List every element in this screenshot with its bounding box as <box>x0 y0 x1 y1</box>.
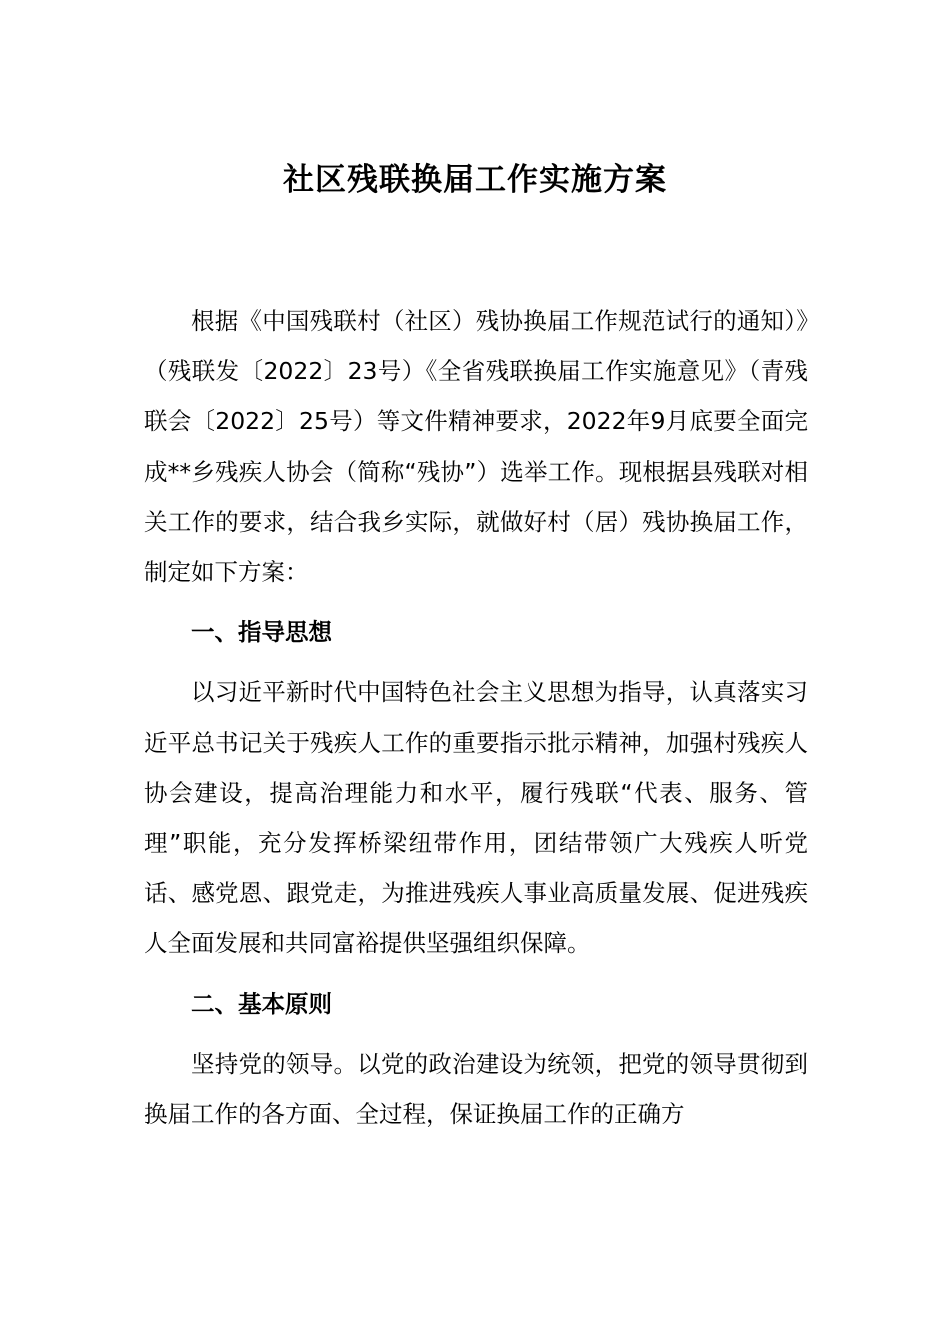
section-paragraph-basic-principles: 坚持党的领导。以党的政治建设为统领，把党的领导贯彻到换届工作的各方面、全过程，保证换届工作的正确方 <box>144 1049 808 1129</box>
section-heading-guiding-ideology: 一、指导思想 <box>191 618 332 647</box>
section-heading-basic-principles: 二、基本原则 <box>191 989 332 1018</box>
section-paragraph-guiding-ideology: 以习近平新时代中国特色社会主义思想为指导，认真落实习近平总书记关于残疾人工作的重要指示批示精神，加强村残疾人协会建设，提高治理能力和水平，履行残联“代表、服务、管理”职能，充分发挥桥梁纽带作用，团结带领广大残疾人听党话、感党恩、跟党走，为推进残疾人事业高质量发展、促进残疾人全面发展和共同富裕提供坚强组织保障。 <box>144 678 808 958</box>
document-body <box>144 296 808 1139</box>
document-title: 社区残联换届工作实施方案 <box>283 162 667 198</box>
intro-paragraph: 根据《中国残联村（社区）残协换届工作规范试行的通知）》（残联发〔2022〕23号）《全省残联换届工作实施意见》（青残联会〔2022〕25号）等文件精神要求，2022年9月底要全面完成**乡残疾人协会（简称“残协”）选举工作。现根据县残联对相关工作的要求，结合我乡实际，就做好村（居）残协换届工作，制定如下方案： <box>144 307 808 587</box>
